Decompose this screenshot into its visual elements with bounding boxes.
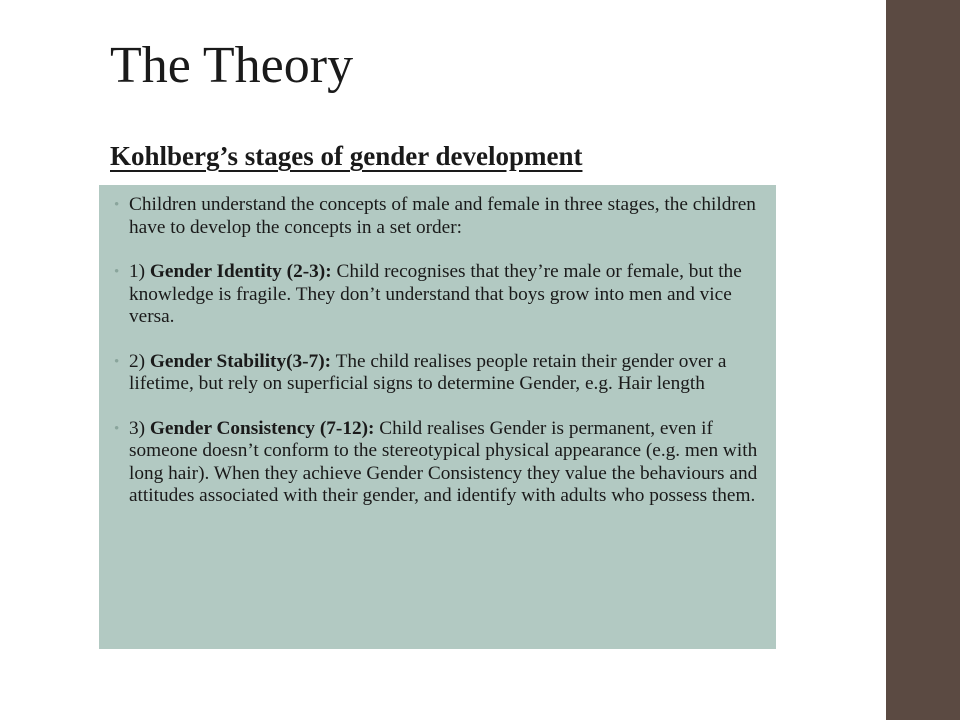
bullet-stage-2: [111, 351, 768, 396]
bullet-dot-icon: •: [114, 264, 120, 280]
bullet-dot-icon: •: [114, 420, 120, 437]
bullet-intro: [111, 194, 768, 239]
bullet-dot-icon: •: [114, 353, 120, 370]
stage-description: The child realises people retain their gender over a lifetime, but rely on superficial signs to determine Gender, e.g. Hair length: [129, 350, 727, 394]
decorative-side-bar: [886, 0, 960, 720]
stage-description: Child realises Gender is permanent, even if someone doesn’t conform to the stereotypical physical appearance (e.g. men with long hair). When they achieve Gender Consistency they value the behaviours and attitudes associated with their gender, and identify with adults who possess them.: [129, 417, 758, 506]
stage-number: 3): [129, 417, 146, 439]
stage-description: Child recognises that they’re male or female, but the knowledge is fragile. They don’t understand that boys grow into men and vice versa.: [129, 261, 742, 327]
bullet-dot-icon: •: [114, 197, 120, 213]
stage-term: Gender Identity (2-3):: [149, 261, 332, 282]
content-box: [99, 185, 776, 649]
slide-subtitle: Kohlberg’s stages of gender development: [110, 141, 583, 171]
stage-term: Gender Consistency (7-12):: [149, 417, 375, 439]
stage-number: 2): [129, 350, 146, 372]
bullet-intro-text: Children understand the concepts of male and female in three stages, the children have to develop the concepts in a set order:: [129, 194, 756, 238]
bullet-list: [111, 194, 768, 508]
bullet-stage-3: [111, 418, 768, 508]
stage-term: Gender Stability(3-7):: [149, 350, 332, 372]
bullet-stage-1: [111, 261, 768, 329]
slide-title: The Theory: [110, 37, 354, 94]
stage-number: 1): [129, 261, 146, 282]
